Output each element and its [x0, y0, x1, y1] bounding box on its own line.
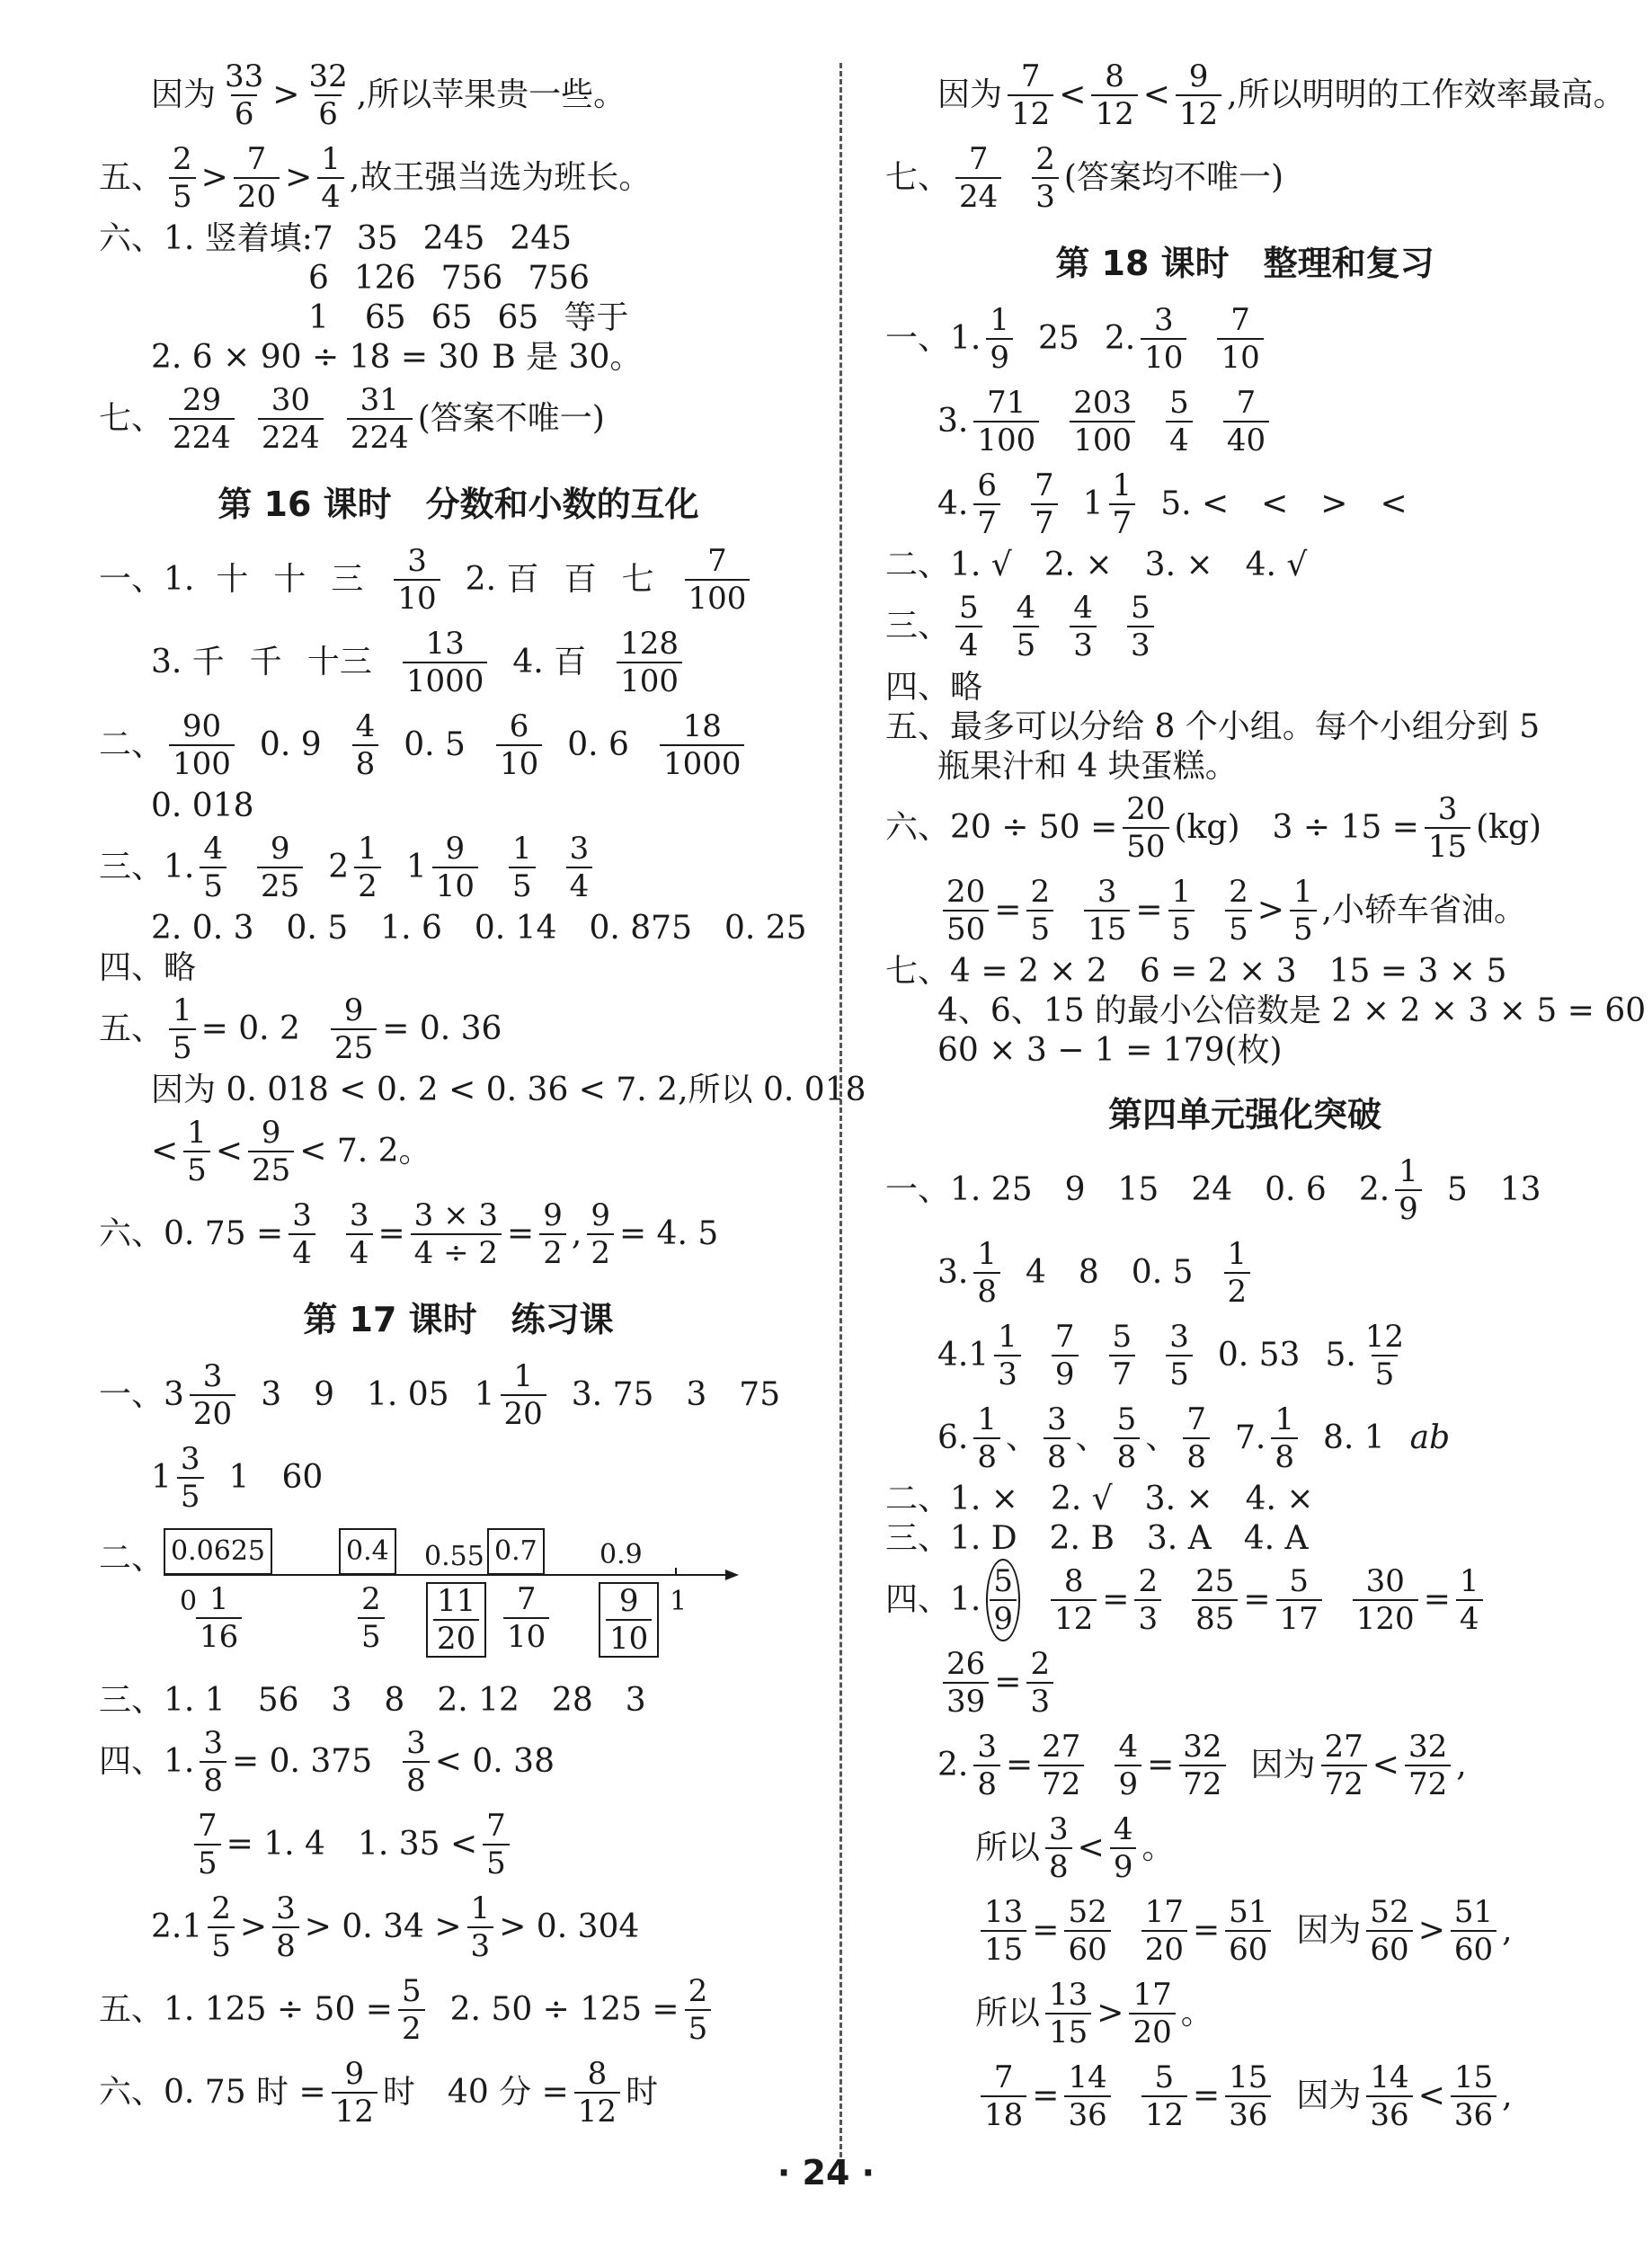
- section-heading: 第 17 课时 练习课: [303, 1300, 614, 1339]
- answer-box: 0.4: [339, 1528, 396, 1575]
- answer-line: 0. 018: [151, 787, 254, 824]
- answer-line: 二、1. × 2. √ 3. × 4. ×: [885, 1481, 1314, 1517]
- answer-line: $\frac{7}{18}$ = $\frac{14}{36}$ $\frac{5}{12}$ = $\frac{15}{36}$ 因为 $\frac{14}{36}$ < $\frac{15}{36}$ ,: [885, 2055, 1604, 2138]
- answer-line: 一、1. $\frac{1}{9}$ 25 2. $\frac{3}{10}$ $\frac{7}{10}$: [885, 298, 1604, 380]
- column-divider: [839, 63, 842, 2157]
- tick-label: 0.55: [424, 1541, 484, 1572]
- answer-line: 因为 $\frac{7}{12}$ < $\frac{8}{12}$ < $\frac{9}{12}$ ,所以明明的工作效率最高。: [937, 58, 1626, 132]
- tick-label: 0: [180, 1586, 198, 1617]
- right-column: [885, 54, 1647, 2138]
- answer-line: 一、1. 25 9 15 24 0. 6 2. $\frac{1}{9}$ 5 13: [885, 1153, 1541, 1227]
- answer-line: 瓶果汁和 4 块蛋糕。: [937, 748, 1238, 785]
- answer-line: $\frac{7}{5}$ = 1. 4 1. 35 < $\frac{7}{5}$: [99, 1803, 818, 1886]
- answer-line: 2. 0. 3 0. 5 1. 6 0. 14 0. 875 0. 25: [151, 910, 807, 947]
- answer-line: 七、 $\frac{29}{224}$ $\frac{30}{224}$ $\frac{31}{224}$ (答案不唯一): [99, 382, 605, 456]
- mixed-number: 1 $\frac{9}{10}$: [406, 833, 484, 902]
- answer-line: 因为 0. 018 < 0. 2 < 0. 36 < 7. 2,所以 0. 018: [151, 1072, 866, 1108]
- answer-line: 五、最多可以分给 8 个小组。每个小组分到 5: [885, 708, 1541, 745]
- answer-line: 四、1. $\frac{5}{9}$ $\frac{8}{12}$ = $\frac{2}{3}$ $\frac{25}{85}$ = $\frac{5}{17}$ $\frac{30}{120}$ = $\frac{1}{4}$: [885, 1559, 1604, 1641]
- text: 因为: [151, 76, 217, 113]
- mixed-number: 2 $\frac{1}{2}$: [328, 833, 386, 902]
- answer-line: 3. $\frac{71}{100}$ $\frac{203}{100}$ $\frac{5}{4}$ $\frac{7}{40}$: [885, 380, 1604, 463]
- answer-line: 所以 $\frac{13}{15}$ > $\frac{17}{20}$ 。: [975, 1977, 1213, 2050]
- answer-line: 2. 1 $\frac{2}{5}$ > $\frac{3}{8}$ > 0. 34 > $\frac{1}{3}$ > 0. 304: [151, 1890, 640, 1964]
- answer-line: 二、 0.0625 0.4 0.55 0.7 0.9 0 1 $\frac{1}{16}$ $\frac{2}{5}$ $\frac{11}{20}$ $\frac{7}{10}$ $\frac{9}{10}$: [99, 1519, 818, 1681]
- answer-line: 六、1. 竖着填:7 35 245 245: [99, 220, 573, 257]
- answer-line: 4、6、15 的最小公倍数是 2 × 2 × 3 × 5 = 60: [937, 992, 1647, 1029]
- answer-line: $\frac{20}{50}$ = $\frac{2}{5}$ $\frac{3}{15}$ = $\frac{1}{5}$ $\frac{2}{5}$ > $\frac{1}{5}$ ,小轿车省油。: [885, 869, 1604, 952]
- answer-line: 三、1. $\frac{4}{5}$ $\frac{9}{25}$ 2 $\frac{1}{2}$ 1 $\frac{9}{10}$ $\frac{1}{5}$ $\frac{3}{4}$: [99, 826, 818, 909]
- section-heading: 第四单元强化突破: [1107, 1095, 1381, 1134]
- answer-line: 五、 $\frac{1}{5}$ = 0. 2 $\frac{9}{25}$ = 0. 36: [99, 992, 502, 1066]
- answer-line: 三、1. 1 56 3 8 2. 12 28 3: [99, 1682, 646, 1719]
- text: ,所以苹果贵一些。: [356, 76, 626, 113]
- page-number: · 24 ·: [777, 2153, 875, 2192]
- answer-line: 七、 $\frac{7}{24}$ $\frac{2}{3}$ (答案均不唯一): [885, 141, 1284, 215]
- fraction: $\frac{33}{6}$: [225, 58, 264, 132]
- answer-line: 五、 $\frac{2}{5}$ > $\frac{7}{20}$ > $\frac{1}{4}$ ,故王强当选为班长。: [99, 141, 652, 215]
- answer-line: 三、 $\frac{5}{4}$ $\frac{4}{5}$ $\frac{4}{3}$ $\frac{5}{3}$: [885, 585, 1604, 668]
- answer-line: $\frac{13}{15}$ = $\frac{52}{60}$ $\frac{17}{20}$ = $\frac{51}{60}$ 因为 $\frac{52}{60}$ > $\frac{51}{60}$ ,: [885, 1890, 1604, 1972]
- answer-line: 七、4 = 2 × 2 6 = 2 × 3 15 = 3 × 5: [885, 953, 1507, 990]
- answer-line: 一、1. 十 十 三 $\frac{3}{10}$ 2. 百 百 七 $\frac{7}{100}$: [99, 538, 818, 621]
- number-line: 0.0625 0.4 0.55 0.7 0.9 0 1 $\frac{1}{16}$ $\frac{2}{5}$ $\frac{11}{20}$ $\frac{7}{10}$ $\frac{9}{10}$: [164, 1528, 739, 1681]
- answer-line: 1 65 65 65 等于: [308, 299, 629, 336]
- circled-fraction: $\frac{5}{9}$: [986, 1559, 1020, 1641]
- answer-line: 六、0. 75 时 = $\frac{9}{12}$ 时 40 分 = $\frac{8}{12}$ 时: [99, 2056, 659, 2130]
- answer-box: 0.0625: [164, 1528, 272, 1575]
- answer-line: 六、20 ÷ 50 = $\frac{20}{50}$ (kg) 3 ÷ 15 = $\frac{3}{15}$ (kg): [885, 791, 1542, 865]
- answer-line: < $\frac{1}{5}$ < $\frac{9}{25}$ < 7. 2。: [151, 1115, 431, 1188]
- answer-line: [99, 54, 818, 137]
- answer-line: 2. $\frac{3}{8}$ = $\frac{27}{72}$ $\frac{4}{9}$ = $\frac{32}{72}$ 因为 $\frac{27}{72}$ < $\frac{32}{72}$ ,: [937, 1729, 1467, 1802]
- answer-line: 四、略: [99, 949, 197, 986]
- answer-line: $\frac{26}{39}$ = $\frac{2}{3}$: [885, 1641, 1604, 1724]
- fraction: $\frac{2}{5}$: [169, 144, 196, 212]
- answer-line: 1 $\frac{3}{5}$ 1 60: [151, 1441, 324, 1515]
- fraction: $\frac{32}{6}$: [308, 58, 348, 132]
- answer-box: 0.7: [487, 1528, 545, 1575]
- fraction: $\frac{1}{4}$: [317, 144, 344, 212]
- answer-line: 4. $\frac{6}{7}$ $\frac{7}{7}$ 1 $\frac{1}{7}$ 5. < < > <: [937, 467, 1408, 541]
- answer-line: 一、 3 $\frac{3}{20}$ 3 9 1. 05 1 $\frac{1}{20}$ 3. 75 3 75: [99, 1358, 781, 1432]
- answer-line: 四、1. $\frac{3}{8}$ = 0. 375 $\frac{3}{8}$ < 0. 38: [99, 1725, 555, 1799]
- operator: >: [272, 76, 300, 113]
- answer-line: 六、0. 75 = $\frac{3}{4}$ $\frac{3}{4}$ = $\frac{3 \times 3}{4 \div 2}$ = $\frac{9}{2}$ , $\frac{9}{2}$ = 4. 5: [99, 1197, 719, 1271]
- answer-line: 2. 6 × 90 ÷ 18 = 30 B 是 30。: [151, 339, 643, 376]
- answer-line: 3. $\frac{1}{8}$ 4 8 0. 5 $\frac{1}{2}$: [885, 1232, 1604, 1314]
- answer-line: 五、1. 125 ÷ 50 = $\frac{5}{2}$ 2. 50 ÷ 125 = $\frac{2}{5}$: [99, 1969, 818, 2051]
- left-column: [99, 54, 866, 2134]
- answer-line: 4. 1 $\frac{1}{3}$ $\frac{7}{9}$ $\frac{5}{7}$ $\frac{3}{5}$ 0. 53 5. $\frac{12}{5}$: [937, 1319, 1405, 1392]
- answer-line: 二、1. √ 2. × 3. × 4. √: [885, 547, 1308, 583]
- section-heading: 第 16 课时 分数和小数的互化: [218, 485, 699, 524]
- answer-line: 三、1. D 2. B 3. A 4. A: [885, 1520, 1309, 1557]
- answer-line: 四、略: [885, 669, 983, 706]
- tick-label: 1: [670, 1586, 688, 1617]
- tick-label: 0.9: [600, 1539, 643, 1570]
- answer-line: 6 126 756 756: [308, 260, 591, 297]
- section-label: 五、: [99, 159, 164, 196]
- answer-line: 所以 $\frac{3}{8}$ < $\frac{4}{9}$ 。: [975, 1811, 1175, 1885]
- answer-line: 60 × 3 − 1 = 179(枚): [937, 1032, 1283, 1069]
- section-heading: 第 18 课时 整理和复习: [1055, 244, 1434, 283]
- answer-line: 6. $\frac{1}{8}$ 、 $\frac{3}{8}$ 、 $\frac{5}{8}$ 、 $\frac{7}{8}$ 7. $\frac{1}{8}$ 8. 1 ab: [937, 1401, 1451, 1475]
- answer-line: 二、 $\frac{90}{100}$ 0. 9 $\frac{4}{8}$ 0. 5 $\frac{6}{10}$ 0. 6 $\frac{18}{1000}$: [99, 704, 818, 787]
- answer-line: 3. 千 千 十三 $\frac{13}{1000}$ 4. 百 $\frac{128}{100}$: [99, 621, 818, 704]
- fraction: $\frac{7}{20}$: [234, 144, 280, 212]
